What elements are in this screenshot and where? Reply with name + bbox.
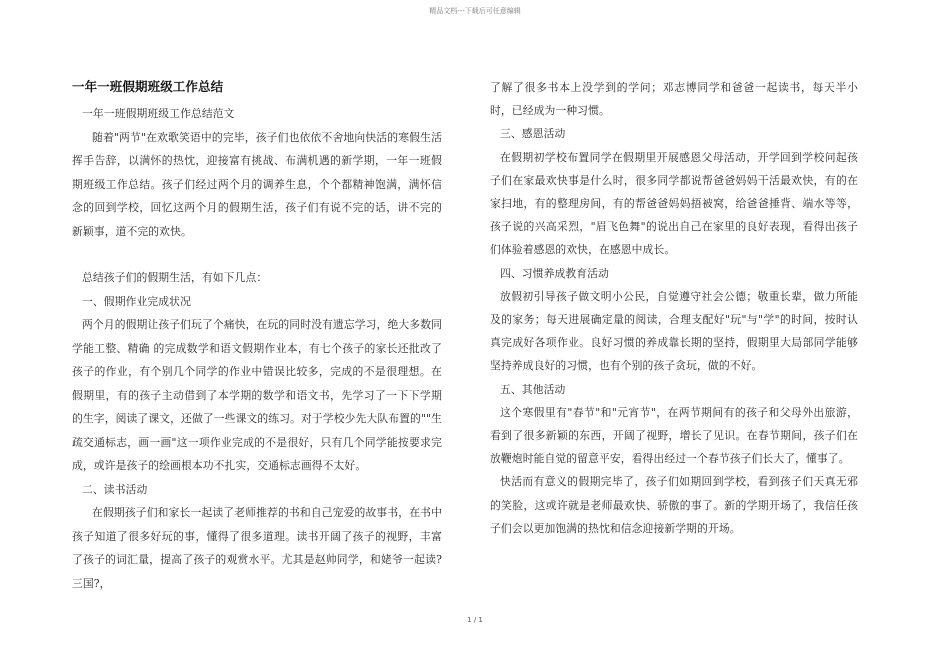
section-2-continuation: 了解了很多书本上没学到的学问；邓志博同学和爸爸一起读书，每天半小时，已经成为一种习惯。	[490, 81, 858, 118]
section-2-paragraph: 在假期孩子们和家长一起读了老师推荐的书和自己宠爱的故事书，在书中孩子知道了很多好玩的事，懂得了很多道理。读书开阔了孩子的视野，丰富了孩子的词汇量，提高了孩子的观赏水平。尤其是赵帅同学，和姥爷一起读?三国?，	[72, 506, 442, 590]
section-1-heading: 一、假期作业完成状况	[82, 294, 191, 308]
section-5-paragraph: 这个寒假里有"春节"和"元宵节"，在两节期间有的孩子和父母外出旅游，看到了很多新颖的东西，开阔了视野，增长了见识。在春节期间，孩子们在放鞭炮时能自觉的留意平安，看得出经过一个春节孩子们长大了，懂事了。	[490, 405, 858, 466]
section-4-heading: 四、习惯养成教育活动	[500, 266, 609, 280]
intro-paragraph: 随着"两节"在欢歌笑语中的完毕，孩子们也依依不舍地向快活的寒假生活挥手告辞，以满怀的热忱，迎接富有挑战、布满机遇的新学期，一年一班假期班级工作总结。孩子们经过两个月的调养生息，个个都精神饱满，满怀信念的回到学校，回忆这两个月的假期生活，孩子们有说不完的话，讲不完的新颖事，道不完的欢快。	[72, 130, 442, 238]
section-2-heading: 二、读书活动	[82, 482, 148, 496]
left-column	[72, 74, 442, 595]
closing-paragraph: 快活而有意义的假期完毕了，孩子们如期回到学校，看到孩子们天真无邪的笑脸，这或许就是老师最欢快、骄傲的事了。新的学期开场了，我信任孩子们会以更加饱满的热忱和信念迎接新学期的开场。	[490, 475, 858, 535]
paragraph-gap	[72, 243, 442, 266]
section-1-paragraph: 两个月的假期让孩子们玩了个痛快，在玩的同时没有遗忘学习，绝大多数同学能工整、精确 的完成数学和语文假期作业本，有七个孩子的家长还批改了孩子的作业，有个别几个同学的作业中错误比较多，完成的不是很理想。在假期里，有的孩子主动借到了本学期的数学和语文书，先学习了一下下学期的生字，阅读了课文，还做了一些课文的练习。对于学校少先大队布置的""生疏交通标志，画一画"这一项作业完成的不是很好，只有几个同学能按要求完成，或许是孩子的绘画根本功不扎实，交通标志画得不太好。	[72, 318, 442, 472]
section-3-paragraph: 在假期初学校布置同学在假期里开展感恩父母活动，开学回到学校问起孩子们在家最欢快事是什么时，很多同学都说帮爸爸妈妈干活最欢快，有的在家扫地，有的整理房间，有的帮爸爸妈妈捂被窝，给爸爸捶背、端水等等，孩子说的兴高采烈，"眉飞色舞"的说出自己在家里的良好表现，看得出孩子们体验着感恩的欢快，在感恩中成长。	[490, 150, 858, 257]
right-column	[490, 76, 858, 540]
page-number: 1 / 1	[467, 616, 483, 624]
document-title: 一年一班假期班级工作总结	[72, 79, 224, 94]
section-3-heading: 三、感恩活动	[500, 127, 566, 141]
page-header: 精品文档---下载后可任意编辑	[429, 7, 521, 15]
section-4-paragraph: 放假初引导孩子做文明小公民，自觉遵守社会公德；敬重长辈，做力所能及的家务；每天进展确定量的阅读，合理支配好"玩"与"学"的时间，按时认真完成好各项作业。良好习惯的养成靠长期的坚持，假期里大局部同学能够坚持养成良好的习惯，也有个别的孩子贪玩，做的不好。	[490, 289, 858, 373]
summary-intro: 总结孩子们的假期生活，有如下几点：	[82, 271, 268, 284]
document-subtitle: 一年一班假期班级工作总结范文	[82, 107, 235, 120]
section-5-heading: 五、其他活动	[500, 382, 566, 396]
